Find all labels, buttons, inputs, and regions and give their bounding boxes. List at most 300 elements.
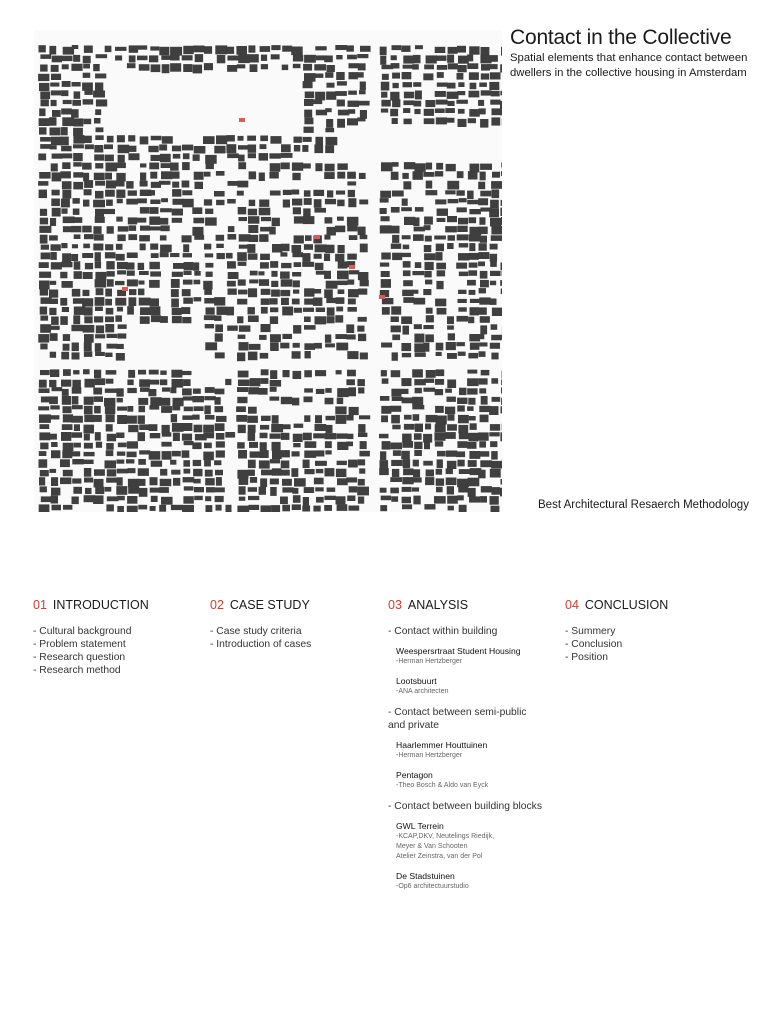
building-block [73, 209, 80, 215]
building-block [480, 460, 492, 467]
building-block [425, 190, 437, 195]
building-block [95, 217, 105, 223]
building-block [259, 279, 269, 286]
building-block [215, 470, 223, 476]
building-block [73, 487, 82, 494]
building-block [360, 280, 369, 286]
building-block [359, 468, 365, 473]
building-block [500, 488, 502, 497]
building-block [294, 235, 304, 243]
building-block [105, 353, 112, 357]
building-block [392, 191, 404, 197]
building-block [74, 91, 81, 98]
building-block [468, 171, 478, 179]
building-block [193, 460, 201, 466]
building-block [84, 478, 93, 483]
building-block [149, 451, 161, 460]
building-block [272, 218, 280, 226]
building-block [270, 316, 278, 324]
building-block [261, 307, 268, 314]
building-block [258, 388, 267, 395]
building-block [413, 414, 420, 421]
building-block [160, 235, 167, 240]
building-block [116, 433, 124, 439]
building-block [183, 153, 190, 159]
building-block [469, 253, 479, 260]
building-block [435, 299, 446, 307]
building-block [61, 199, 70, 208]
building-block [129, 225, 137, 231]
building-block [479, 406, 490, 412]
building-block [127, 388, 137, 393]
building-block [51, 477, 58, 486]
building-block [491, 487, 500, 495]
building-block [360, 82, 366, 91]
building-block [248, 470, 255, 476]
case-entry [396, 770, 542, 791]
building-block [84, 90, 92, 95]
building-block [293, 290, 299, 294]
building-block [402, 199, 408, 206]
building-block [106, 424, 113, 431]
building-block [148, 389, 156, 396]
building-block [238, 290, 248, 295]
building-block [225, 379, 231, 385]
building-block [183, 244, 189, 252]
building-block [73, 370, 79, 374]
building-block [448, 101, 455, 106]
case-name: Pentagon [396, 770, 433, 780]
building-block [448, 47, 458, 54]
building-block [239, 342, 249, 350]
building-block [182, 289, 191, 296]
building-block [193, 469, 202, 477]
building-block [83, 272, 93, 279]
building-block [347, 226, 357, 232]
building-block [83, 369, 90, 374]
building-block [63, 344, 70, 351]
building-block [491, 335, 501, 341]
building-block [315, 46, 326, 50]
building-block [259, 460, 270, 468]
building-block [470, 423, 477, 430]
building-block [424, 504, 435, 509]
building-block [140, 181, 148, 187]
building-block [205, 496, 211, 501]
building-block [139, 64, 150, 71]
building-block [117, 407, 127, 411]
building-block [160, 479, 172, 486]
building-block [491, 324, 498, 330]
building-block [336, 55, 342, 59]
building-block [424, 217, 433, 225]
building-block [447, 496, 458, 504]
building-block [325, 450, 331, 454]
building-block [139, 271, 149, 275]
building-block [40, 324, 51, 333]
building-block [104, 209, 115, 214]
building-block [50, 405, 59, 409]
building-block [391, 63, 400, 68]
building-block [238, 155, 245, 162]
building-block [160, 252, 169, 257]
building-block [467, 388, 477, 394]
section-number: 02 [210, 598, 224, 612]
building-block [270, 342, 279, 351]
building-block [293, 280, 300, 287]
building-block [83, 119, 91, 125]
building-block [380, 451, 386, 460]
building-block [469, 496, 480, 502]
building-block [261, 369, 269, 375]
building-block [140, 316, 150, 324]
building-block [248, 496, 259, 500]
building-block [358, 317, 367, 322]
building-block [336, 433, 348, 438]
building-block [84, 307, 93, 315]
building-block [182, 423, 192, 431]
building-block [316, 389, 325, 394]
building-block [380, 505, 387, 511]
building-block [325, 335, 331, 343]
building-block [456, 263, 467, 269]
building-block [215, 333, 223, 341]
building-block [249, 235, 259, 242]
building-block [73, 162, 82, 166]
building-block [348, 299, 356, 305]
building-block [38, 181, 48, 186]
building-block [391, 406, 402, 412]
building-block [39, 172, 50, 179]
building-block [237, 181, 248, 188]
building-block [336, 469, 347, 477]
building-block [459, 433, 470, 439]
building-block [325, 199, 336, 204]
building-block [303, 308, 314, 312]
building-block [412, 477, 422, 482]
building-block [480, 271, 488, 279]
building-block [161, 497, 173, 505]
building-block [116, 486, 127, 495]
building-block [402, 504, 412, 509]
building-block [40, 92, 50, 100]
case-location-marker [239, 118, 245, 122]
building-block [325, 343, 335, 347]
section-case-study [210, 598, 311, 651]
building-block [457, 316, 469, 322]
building-block [302, 506, 310, 512]
building-block [458, 352, 466, 356]
building-block [314, 208, 326, 213]
building-block [457, 398, 467, 404]
building-block [469, 91, 480, 98]
building-block [402, 477, 413, 484]
building-block [118, 324, 127, 329]
building-block [283, 190, 292, 195]
building-block [172, 272, 183, 277]
building-block [259, 234, 268, 242]
list-item: - Introduction of cases [210, 639, 312, 650]
building-block [480, 415, 489, 423]
building-block [445, 432, 456, 439]
building-block [467, 442, 476, 449]
building-block [423, 434, 432, 443]
building-block [436, 469, 443, 475]
building-block [128, 153, 139, 160]
building-block [491, 451, 498, 460]
building-block [72, 343, 79, 352]
building-block [467, 200, 479, 205]
building-block [423, 388, 435, 392]
building-block [83, 99, 94, 104]
building-block [414, 324, 422, 329]
building-block [247, 416, 258, 423]
building-block [239, 497, 246, 501]
building-block [415, 45, 423, 49]
building-block [215, 487, 225, 492]
building-block [96, 442, 102, 448]
building-block [315, 92, 325, 101]
building-block [150, 477, 158, 485]
building-block [83, 73, 91, 78]
building-block [204, 460, 211, 466]
building-block [401, 343, 411, 351]
building-block [173, 263, 185, 269]
building-block [128, 146, 136, 152]
building-block [72, 45, 79, 49]
building-block [435, 171, 443, 176]
building-block [305, 351, 311, 358]
case-location-marker [122, 287, 128, 291]
building-block [316, 450, 325, 456]
building-block [382, 378, 389, 383]
building-block [402, 235, 411, 239]
building-block [436, 343, 444, 351]
building-block [40, 370, 50, 375]
building-block [170, 63, 181, 71]
building-block [470, 83, 477, 90]
building-block [194, 487, 204, 492]
building-block [314, 199, 322, 208]
building-block [479, 297, 490, 304]
building-block [481, 64, 490, 71]
section-number: 03 [388, 598, 402, 612]
section-conclusion [565, 598, 668, 664]
building-block [203, 425, 214, 433]
building-block [261, 289, 271, 295]
building-block [118, 443, 127, 448]
building-block [127, 506, 138, 512]
building-block [359, 173, 366, 179]
building-block [105, 487, 112, 492]
building-block [490, 72, 501, 79]
building-block [425, 424, 431, 430]
building-block [447, 325, 454, 329]
building-block [52, 110, 61, 117]
building-block [302, 253, 310, 262]
building-block [116, 190, 125, 198]
building-block [436, 163, 443, 170]
building-block [501, 387, 502, 393]
building-block [492, 189, 500, 198]
building-block [84, 334, 94, 343]
building-block [315, 244, 327, 252]
building-block [402, 487, 412, 492]
building-block [403, 280, 413, 286]
building-block [61, 127, 68, 135]
building-block [412, 405, 424, 409]
building-block [151, 461, 162, 467]
building-block [62, 281, 73, 288]
building-block [490, 441, 497, 447]
building-block [51, 450, 60, 458]
building-block [292, 398, 299, 406]
building-block [95, 272, 106, 281]
building-block [446, 451, 457, 457]
building-block [392, 425, 400, 430]
building-block [203, 433, 214, 439]
building-block [283, 200, 290, 208]
building-block [193, 65, 203, 74]
building-block [115, 55, 122, 60]
building-block [458, 82, 464, 87]
building-block [192, 207, 202, 214]
list-item: - Case study criteria [210, 626, 302, 637]
building-block [172, 316, 182, 323]
building-block [491, 506, 500, 512]
building-block [49, 434, 57, 440]
building-block [206, 163, 214, 169]
building-block [480, 496, 487, 503]
building-block [424, 109, 434, 116]
building-block [150, 488, 161, 493]
building-block [391, 316, 399, 322]
building-block [467, 378, 479, 386]
building-block [469, 109, 480, 117]
building-block [40, 288, 48, 295]
building-block [457, 405, 465, 411]
building-block [95, 297, 105, 306]
building-block [304, 99, 313, 106]
building-block [500, 208, 502, 216]
building-block [160, 245, 172, 253]
building-block [182, 371, 192, 375]
building-block [459, 469, 470, 474]
building-block [282, 424, 290, 429]
building-block [39, 83, 49, 91]
building-block [413, 82, 421, 87]
building-block [391, 389, 401, 397]
building-block [481, 370, 490, 376]
building-block [128, 135, 135, 141]
building-block [105, 460, 117, 468]
building-block [457, 479, 469, 488]
building-block [216, 171, 225, 176]
building-block [250, 477, 257, 483]
building-block [469, 235, 481, 242]
building-block [170, 163, 179, 171]
building-block [402, 497, 411, 504]
building-block [159, 47, 169, 56]
building-block [491, 461, 502, 469]
case-entry [396, 871, 542, 892]
building-block [347, 172, 356, 179]
building-block [74, 271, 82, 279]
building-block [436, 416, 447, 425]
building-block [94, 145, 103, 153]
building-block [501, 171, 502, 176]
building-block [314, 145, 323, 154]
building-block [193, 218, 204, 224]
building-block [392, 162, 399, 167]
building-block [469, 72, 479, 80]
building-block [404, 162, 415, 169]
building-block [270, 370, 277, 379]
building-block [281, 144, 291, 152]
page-title: Contact in the Collective [510, 26, 732, 49]
building-block [348, 387, 356, 396]
building-block [315, 263, 324, 270]
building-block [71, 226, 81, 232]
building-block [117, 469, 128, 474]
building-block [206, 487, 215, 492]
building-block [437, 72, 444, 78]
building-block [71, 325, 82, 331]
building-block [238, 371, 249, 378]
building-block [325, 388, 331, 393]
building-block [391, 370, 401, 377]
building-block [446, 164, 456, 171]
building-block [115, 47, 127, 51]
building-block [456, 342, 465, 346]
building-block [338, 245, 345, 253]
building-block [39, 504, 50, 512]
building-block [162, 451, 172, 460]
building-block [360, 441, 367, 449]
building-block [469, 451, 480, 459]
building-block [478, 432, 489, 440]
building-block [337, 200, 344, 207]
building-block [184, 441, 194, 445]
building-block [315, 137, 323, 145]
building-block [270, 136, 281, 144]
building-block [292, 190, 300, 195]
building-block [315, 487, 324, 491]
building-block [83, 56, 91, 63]
building-block [491, 235, 502, 241]
building-block [381, 271, 390, 277]
building-block [392, 118, 398, 124]
building-block [247, 136, 256, 141]
building-block [249, 505, 260, 510]
building-block [51, 262, 62, 269]
building-block [107, 344, 118, 349]
building-block [96, 127, 104, 132]
building-block [469, 243, 475, 251]
building-block [161, 171, 172, 179]
building-block [182, 55, 193, 60]
building-block [261, 64, 268, 69]
building-block [95, 432, 101, 441]
building-block [403, 56, 414, 64]
building-block [359, 90, 366, 94]
building-block [118, 333, 127, 338]
building-block [501, 47, 502, 56]
building-block [403, 181, 411, 189]
building-block [95, 343, 101, 352]
building-block [126, 199, 138, 205]
building-block [117, 415, 127, 424]
